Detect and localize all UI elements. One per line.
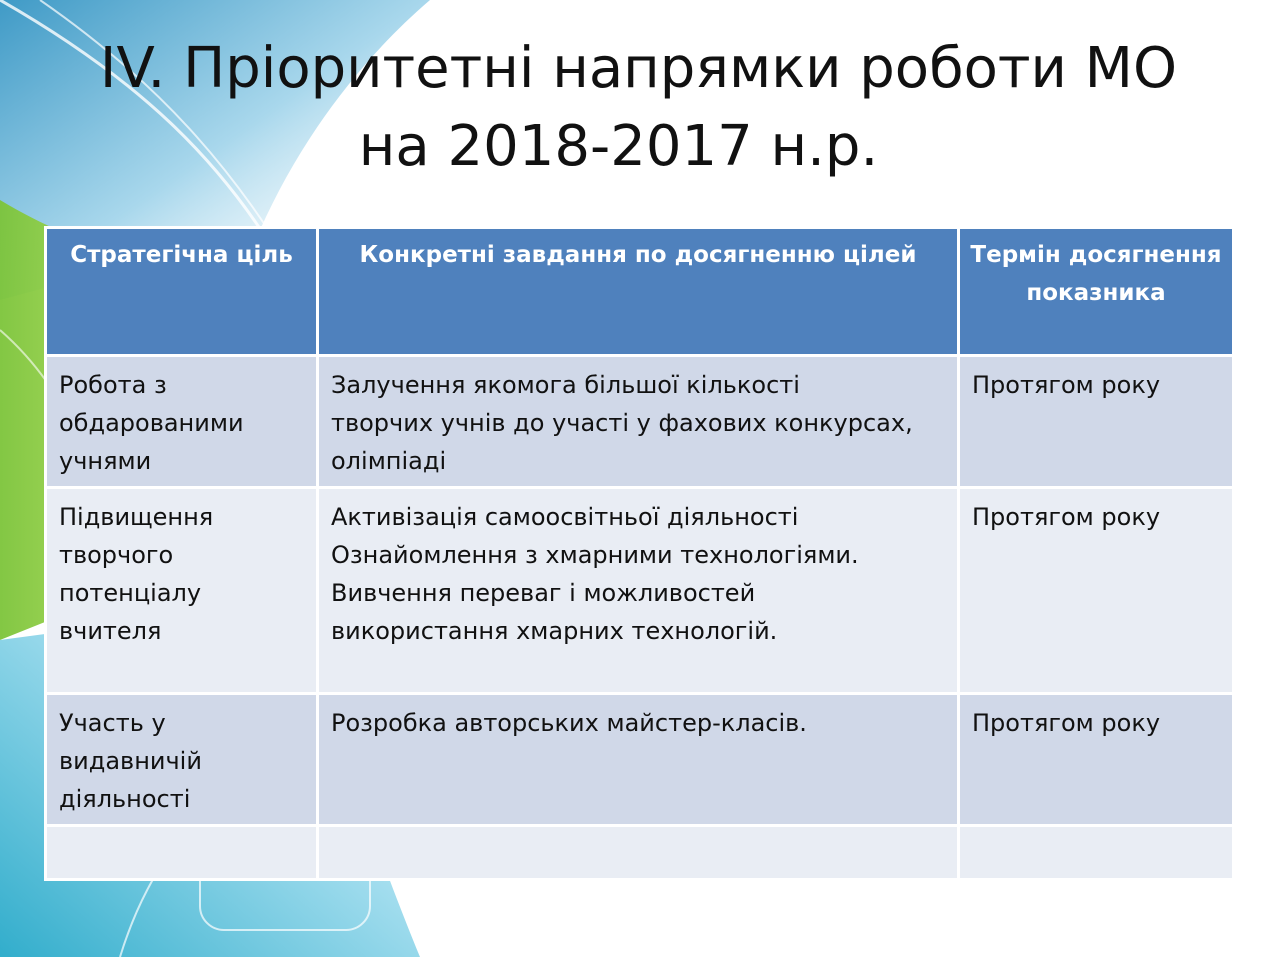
cell-text: Робота з	[59, 371, 167, 399]
cell-text: творчих учнів до участі у фахових конкурсах,	[331, 409, 913, 437]
cell-goal	[46, 826, 318, 880]
cell-tasks	[318, 356, 959, 488]
cell-goal	[46, 356, 318, 488]
table-header-row	[46, 228, 1234, 356]
table-row	[46, 694, 1234, 826]
cell-text: потенціалу	[59, 579, 202, 607]
cell-text: видавничій	[59, 747, 202, 775]
cell-term: Протягом року	[959, 694, 1234, 826]
priorities-table-wrapper	[44, 226, 1232, 881]
header-strategic-goal: Стратегічна ціль	[46, 228, 318, 356]
cell-term: Протягом року	[959, 356, 1234, 488]
cell-text: учнями	[59, 447, 152, 475]
cell-text: Вивчення переваг і можливостей	[331, 579, 756, 607]
cell-text: творчого	[59, 541, 174, 569]
cell-tasks	[318, 488, 959, 694]
cell-text: Участь у	[59, 709, 166, 737]
table-row	[46, 356, 1234, 488]
cell-text: Розробка авторських майстер-класів.	[331, 709, 807, 737]
title-line-2: на 2018-2017 н.р.	[358, 114, 879, 179]
cell-text: обдарованими	[59, 409, 244, 437]
cell-goal	[46, 694, 318, 826]
cell-term: Протягом року	[959, 488, 1234, 694]
priorities-table	[44, 226, 1235, 881]
header-deadline: Термін досягнення показника	[959, 228, 1234, 356]
cell-text: діяльності	[59, 785, 191, 813]
cell-text: Підвищення	[59, 503, 214, 531]
cell-term	[959, 826, 1234, 880]
page-title	[0, 30, 1277, 186]
header-specific-tasks: Конкретні завдання по досягненню цілей	[318, 228, 959, 356]
cell-text: Залучення якомога більшої кількості	[331, 371, 800, 399]
cell-text: олімпіаді	[331, 447, 447, 475]
cell-text: вчителя	[59, 617, 162, 645]
cell-text: використання хмарних технологій.	[331, 617, 778, 645]
cell-text: Активізація самоосвітньої діяльності	[331, 503, 799, 531]
cell-tasks	[318, 694, 959, 826]
cell-tasks	[318, 826, 959, 880]
table-row-empty	[46, 826, 1234, 880]
title-line-1: IV. Пріоритетні напрямки роботи МО	[99, 36, 1178, 101]
table-row	[46, 488, 1234, 694]
cell-text: Ознайомлення з хмарними технологіями.	[331, 541, 859, 569]
cell-goal	[46, 488, 318, 694]
